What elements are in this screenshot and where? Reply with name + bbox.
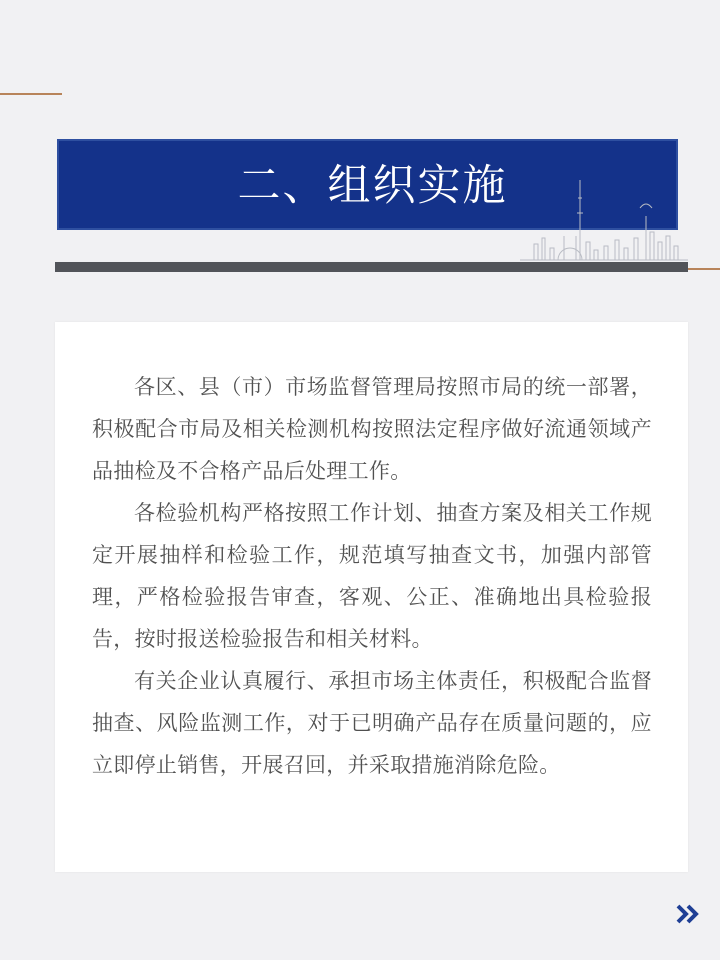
title-underline-bar	[55, 262, 688, 272]
paragraph-3: 有关企业认真履行、承担市场主体责任，积极配合监督抽查、风险监测工作，对于已明确产品存在质量问题的，应立即停止销售，开展召回，并采取措施消除危险。	[92, 669, 652, 777]
decorative-line-top	[0, 93, 62, 95]
double-chevron-right-icon[interactable]	[676, 903, 700, 925]
section-title: 二、组织实施	[237, 161, 508, 211]
paragraph-2: 各检验机构严格按照工作计划、抽查方案及相关工作规定开展抽样和检验工作，规范填写抽查文书，加强内部管理，严格检验报告审查，客观、公正、准确地出具检验报告，按时报送检验报告和相关材料。	[92, 501, 652, 651]
paragraph-1: 各区、县（市）市场监督管理局按照市局的统一部署，积极配合市局及相关检测机构按照法定程序做好流通领域产品抽检及不合格产品后处理工作。	[92, 375, 652, 483]
body-text	[92, 366, 652, 786]
city-skyline-icon	[520, 178, 688, 264]
